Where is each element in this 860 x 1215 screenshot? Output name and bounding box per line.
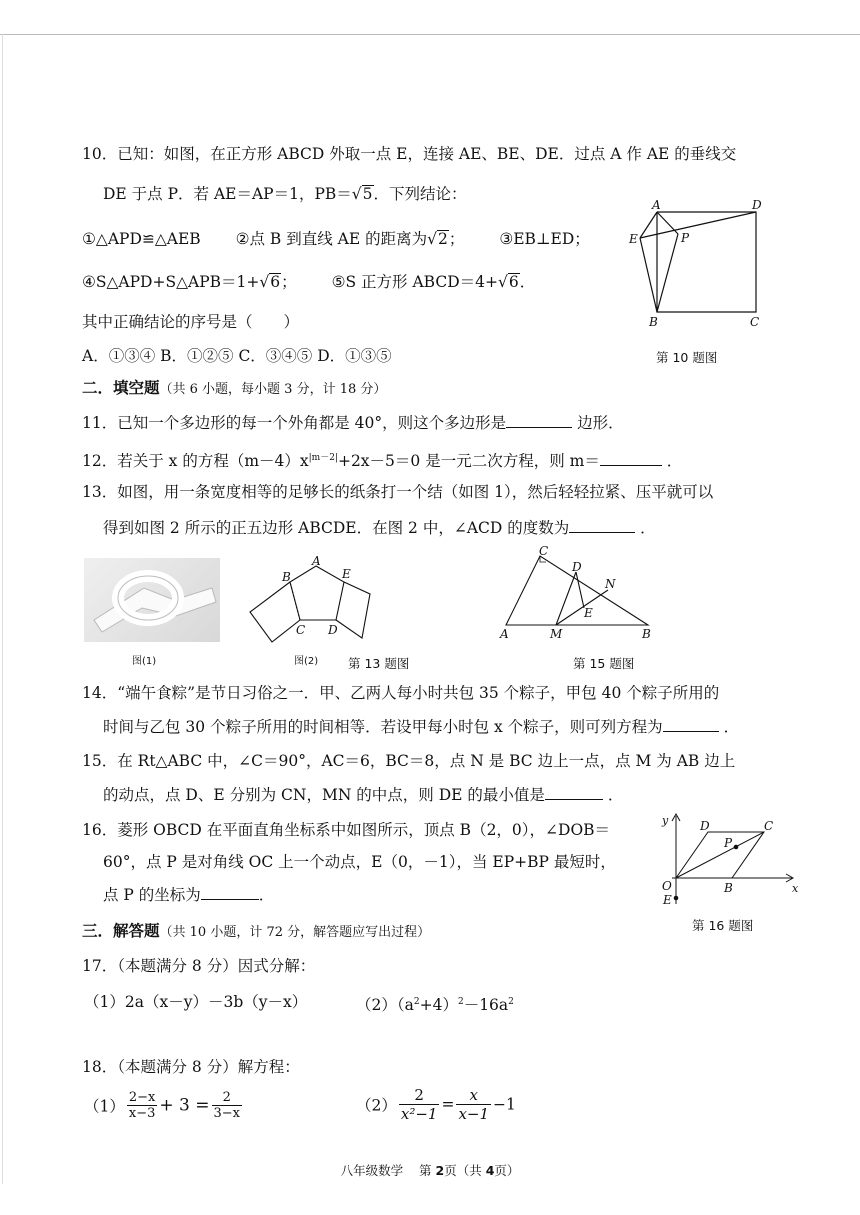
fig16-label-c: C — [764, 819, 774, 833]
fig13-label-e: E — [342, 567, 351, 581]
fig10-label-b: B — [649, 315, 658, 329]
fig10-label-c: C — [750, 315, 760, 329]
q18-part2: （2） $\frac{2}{\text{x²−1}}$ = $\frac{x}{x-1}$ −1 — [356, 1086, 516, 1123]
fig15-label-a: A — [500, 627, 509, 640]
q18-p1-fraction-left: $\frac{2-x}{x-3}$ — [128, 1090, 156, 1121]
fig16-label-o: O — [662, 879, 672, 893]
q17-part1: （1）2a（x－y）－3b（y－x） — [84, 993, 308, 1011]
q10-figure — [624, 196, 774, 336]
page-top-border — [0, 34, 860, 35]
fig13-label-a: A — [312, 556, 321, 568]
section3-heading — [82, 920, 430, 944]
q15-figure-caption: 第 15 题图 — [573, 656, 635, 671]
q16-line3: 点 P 的坐标为 ． — [103, 886, 275, 904]
q15-answer-blank[interactable] — [545, 784, 603, 800]
q13-figure-caption: 第 13 题图 — [348, 656, 410, 671]
q10-choices: A．①③④ B．①②⑤ C．③④⑤ D．①③⑤ — [82, 347, 392, 365]
fig16-label-e: E — [663, 893, 672, 907]
footer-page-number: 2 — [435, 1163, 445, 1178]
q10-figure-caption: 第 10 题图 — [656, 350, 718, 365]
fig10-label-e: E — [629, 232, 638, 246]
q10-opt5: ⑤S 正方形 ABCD＝4+√6． — [331, 273, 536, 291]
q10-options-row2 — [82, 271, 535, 293]
q16-line2: 60°，点 P 是对角线 OC 上一个动点，E（0，－1），当 EP+BP 最短时， — [103, 853, 616, 871]
q13-line2: 得到如图 2 所示的正五边形 ABCDE．在图 2 中，∠ACD 的度数为 ． — [103, 519, 656, 537]
q17-title: 17．（本题满分 8 分）因式分解： — [82, 957, 316, 975]
section3-title: 三．解答题 — [82, 921, 160, 940]
q10-sqrt5: 5 — [362, 185, 373, 203]
fig10-label-d: D — [752, 198, 762, 212]
fig10-label-a: A — [652, 198, 661, 212]
q10-opt1: ①△APD≌△AEB — [82, 230, 201, 248]
section2-note: （共 6 小题，每小题 3 分，计 18 分） — [159, 382, 387, 397]
q13-figure2 — [244, 556, 384, 652]
q16-line1: 16．菱形 OBCD 在平面直角坐标系中如图所示，顶点 B（2，0），∠DOB＝ — [82, 821, 611, 839]
q18-title: 18．（本题满分 8 分）解方程： — [82, 1058, 300, 1076]
fig15-label-d: D — [572, 560, 582, 574]
fig10-label-p: P — [681, 231, 690, 245]
fig16-label-p: P — [724, 836, 733, 850]
fig15-label-b: B — [642, 627, 651, 640]
q14-answer-blank[interactable] — [663, 716, 719, 732]
fig15-label-m: M — [550, 627, 563, 640]
fig16-label-x: x — [792, 882, 799, 895]
q13-figure2-caption: 图(2) — [294, 656, 319, 667]
q10-line1: 10．已知：如图，在正方形 ABCD 外取一点 E，连接 AE、BE、DE．过点 A 作 AE 的垂线交 — [82, 145, 737, 163]
q16-answer-blank[interactable] — [201, 884, 259, 900]
q10-opt2: ②点 B 到直线 AE 的距离为√2； — [235, 230, 465, 248]
q10-opt3: ③EB⊥ED； — [499, 230, 590, 248]
q10-line2: DE 于点 P．若 AE＝AP＝1，PB＝√5．下列结论： — [103, 185, 467, 203]
q15-figure — [492, 544, 662, 640]
q13-answer-blank[interactable] — [569, 517, 635, 533]
q18-p2-fraction-left: $\frac{2}{\text{x²−1}}$ — [400, 1086, 438, 1123]
footer-subject: 八年级数学 — [340, 1163, 404, 1178]
q11-answer-blank[interactable] — [506, 412, 572, 428]
q16-figure — [652, 808, 802, 908]
fig13-label-d: D — [328, 623, 338, 637]
q11: 11．已知一个多边形的每一个外角都是 40°，则这个多边形是 边形． — [82, 414, 624, 432]
fig16-label-b: B — [724, 881, 733, 895]
fig15-label-n: N — [605, 577, 616, 591]
footer-page-total: 4 — [485, 1163, 495, 1178]
q10-prompt: 其中正确结论的序号是（ ） — [82, 313, 300, 331]
page-footer: 八年级数学 第 2页（共 4页） — [340, 1163, 520, 1178]
q16-figure-caption: 第 16 题图 — [692, 918, 754, 933]
q17-part2: $(2)(a^2+4)^2-16a^2$ — [356, 996, 514, 1015]
section3-note: （共 10 小题，计 72 分，解答题应写出过程） — [159, 925, 431, 940]
q13-figure1-knot-image — [84, 558, 220, 642]
q14-line2: 时间与乙包 30 个粽子所用的时间相等．若设甲每小时包 x 个粽子，则可列方程为 ． — [103, 718, 740, 736]
q13-figure1-caption: 图(1) — [132, 656, 157, 667]
section2-title: 二．填空题 — [82, 378, 160, 397]
q12: 12．若关于 x 的方程$(m-4)x^{|m-2|}+2x-5=0$ 是一元二次方程，则 m＝ ． — [82, 452, 683, 471]
fig13-label-b: B — [282, 570, 291, 584]
fig16-label-d: D — [700, 819, 710, 833]
fig15-label-e: E — [584, 606, 593, 620]
q10-options-row1 — [82, 228, 590, 250]
section2-heading — [82, 377, 386, 401]
fig15-label-c: C — [539, 544, 549, 558]
q10-line2-b: ．下列结论： — [373, 185, 467, 203]
q15-line1: 15．在 Rt△ABC 中，∠C＝90°，AC＝6，BC＝8，点 N 是 BC 边上一点，点 M 为 AB 边上 — [82, 752, 736, 770]
q13-line1: 13．如图，用一条宽度相等的足够长的纸条打一个结（如图 1），然后轻轻拉紧、压平就可以 — [82, 483, 714, 501]
q18-part1: （1） $\frac{2-x}{x-3}$ + 3 = $\frac{2}{3-x}$ — [84, 1090, 240, 1121]
q18-p2-fraction-right: $\frac{x}{x-1}$ — [458, 1086, 490, 1123]
q18-p1-fraction-right: $\frac{2}{3-x}$ — [213, 1090, 240, 1121]
page-left-border — [2, 34, 3, 1184]
fig16-label-y: y — [662, 814, 669, 827]
q15-line2: 的动点，点 D、E 分别为 CN，MN 的中点，则 DE 的最小值是 ． — [103, 786, 624, 804]
q14-line1: 14．“端午食粽”是节日习俗之一．甲、乙两人每小时共包 35 个粽子，甲包 40 个粽子所用的 — [82, 684, 720, 702]
q12-answer-blank[interactable] — [600, 450, 662, 466]
fig13-label-c: C — [296, 623, 306, 637]
q10-line2-a: DE 于点 P．若 AE＝AP＝1，PB＝ — [103, 185, 352, 203]
q10-opt4: ④S△APD+S△APB＝1+√6； — [82, 273, 297, 291]
